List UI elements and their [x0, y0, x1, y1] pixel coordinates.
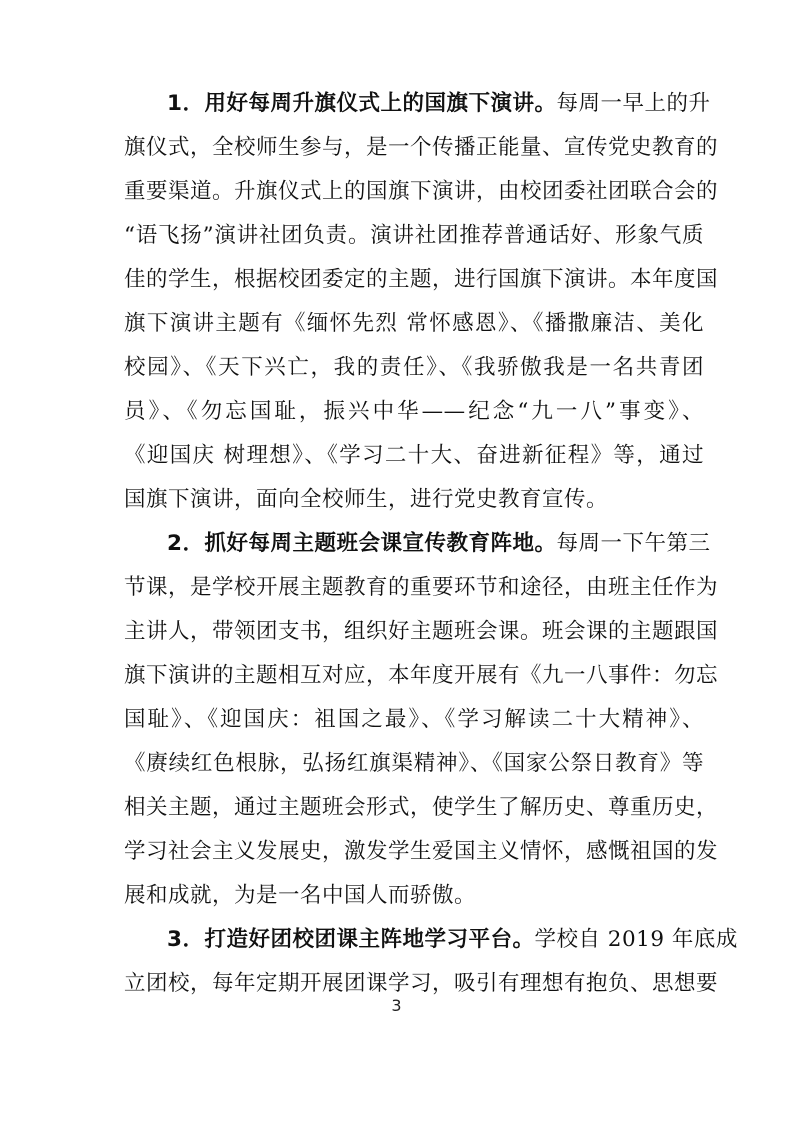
- paragraph-1-line-8: 员》、《勿忘国耻，振兴中华——纪念“九一八”事变》、: [124, 399, 704, 424]
- paragraph-3-line-1: [167, 920, 738, 960]
- paragraph-1-text: 每周一早上的升: [556, 91, 711, 116]
- paragraph-1-line-7: 校园》、《天下兴亡，我的责任》、《我骄傲我是一名共青团: [124, 355, 704, 380]
- paragraph-1-line-10: 国旗下演讲，面向全校师生，进行党史教育宣传。: [124, 487, 609, 512]
- paragraph-2-line-7: 相关主题，通过主题班会形式，使学生了解历史、尊重历史，: [124, 795, 719, 820]
- paragraph-1-line-9: 《迎国庆 树理想》、《学习二十大、奋进新征程》等，通过: [124, 443, 704, 468]
- paragraph-2-line-4: 旗下演讲的主题相互对应，本年度开展有《九一八事件：勿忘: [124, 663, 719, 688]
- paragraph-2-text: 每周一下午第三: [556, 531, 711, 556]
- paragraph-2-line-2: 节课，是学校开展主题教育的重要环节和途径，由班主任作为: [124, 575, 719, 600]
- paragraph-1-heading: 1．用好每周升旗仪式上的国旗下演讲。: [167, 91, 557, 116]
- paragraph-2-line-3: 主讲人，带领团支书，组织好主题班会课。班会课的主题跟国: [124, 619, 719, 644]
- paragraph-2-line-8: 学习社会主义发展史，激发学生爱国主义情怀，感慨祖国的发: [124, 839, 719, 864]
- paragraph-1-line-3: 重要渠道。升旗仪式上的国旗下演讲，由校团委社团联合会的: [124, 179, 719, 204]
- paragraph-1-line-4: “语飞扬”演讲社团负责。演讲社团推荐普通话好、形象气质: [124, 223, 704, 248]
- paragraph-1-line-1: [167, 84, 711, 124]
- paragraph-2-heading: 2．抓好每周主题班会课宣传教育阵地。: [167, 531, 557, 556]
- paragraph-3-heading: 3．打造好团校团课主阵地学习平台。: [167, 927, 535, 952]
- page-number: 3: [391, 996, 402, 1015]
- paragraph-1-line-2: 旗仪式，全校师生参与，是一个传播正能量、宣传党史教育的: [124, 135, 719, 160]
- paragraph-3-text: 学校自 2019 年底成: [534, 927, 738, 952]
- paragraph-1-line-5: 佳的学生，根据校团委定的主题，进行国旗下演讲。本年度国: [124, 267, 719, 292]
- paragraph-1-line-6: 旗下演讲主题有《缅怀先烈 常怀感恩》、《播撒廉洁、美化: [124, 311, 704, 336]
- paragraph-3-line-2: 立团校，每年定期开展团课学习，吸引有理想有抱负、思想要: [124, 971, 719, 996]
- paragraph-2-line-5: 国耻》、《迎国庆：祖国之最》、《学习解读二十大精神》、: [124, 707, 704, 732]
- paragraph-2-line-6: 《赓续红色根脉，弘扬红旗渠精神》、《国家公祭日教育》等: [124, 751, 704, 776]
- paragraph-2-line-9: 展和成就，为是一名中国人而骄傲。: [124, 883, 477, 908]
- paragraph-2-line-1: [167, 524, 711, 564]
